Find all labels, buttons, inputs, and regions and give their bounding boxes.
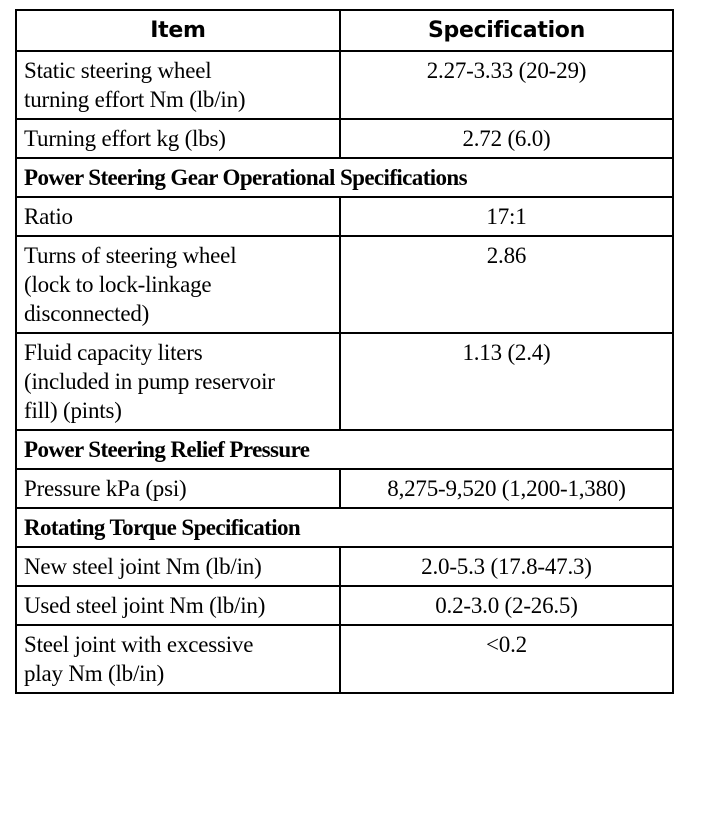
specification-cell: 2.72 (6.0) — [340, 119, 673, 158]
item-cell — [16, 119, 340, 158]
column-header-item: Item — [16, 10, 340, 51]
table-row — [16, 625, 673, 693]
section-header-row — [16, 158, 673, 197]
specification-cell: 2.0-5.3 (17.8-47.3) — [340, 547, 673, 586]
item-text-line: (lock to lock-linkage — [24, 272, 212, 297]
specification-cell: 2.27-3.33 (20-29) — [340, 51, 673, 119]
item-text-line: disconnected) — [24, 301, 150, 326]
item-text-line: Fluid capacity liters — [24, 340, 203, 365]
table-row — [16, 236, 673, 333]
item-cell — [16, 625, 340, 693]
section-header: Power Steering Gear Operational Specifications — [16, 158, 673, 197]
item-text-line: fill) (pints) — [24, 398, 122, 423]
item-text-line: play Nm (lb/in) — [24, 661, 165, 686]
item-text-line: Turns of steering wheel — [24, 243, 237, 268]
item-text-line: Ratio — [24, 204, 73, 229]
specification-table — [15, 9, 674, 694]
specification-cell: 0.2-3.0 (2-26.5) — [340, 586, 673, 625]
item-cell — [16, 236, 340, 333]
item-text-line: Static steering wheel — [24, 58, 212, 83]
item-text-line: Pressure kPa (psi) — [24, 476, 187, 501]
table-row — [16, 333, 673, 430]
section-header-row — [16, 508, 673, 547]
item-text-line: (included in pump reservoir — [24, 369, 275, 394]
item-cell — [16, 197, 340, 236]
specification-cell: 2.86 — [340, 236, 673, 333]
table-row — [16, 547, 673, 586]
table-header-row — [16, 10, 673, 51]
specification-cell: 1.13 (2.4) — [340, 333, 673, 430]
item-cell — [16, 469, 340, 508]
item-cell — [16, 586, 340, 625]
specification-cell: <0.2 — [340, 625, 673, 693]
table-row — [16, 469, 673, 508]
section-header: Power Steering Relief Pressure — [16, 430, 673, 469]
table-body — [16, 51, 673, 693]
item-cell — [16, 51, 340, 119]
item-text-line: New steel joint Nm (lb/in) — [24, 554, 262, 579]
table-row — [16, 586, 673, 625]
section-header-row — [16, 430, 673, 469]
table-row — [16, 197, 673, 236]
table-row — [16, 119, 673, 158]
specification-cell: 8,275-9,520 (1,200-1,380) — [340, 469, 673, 508]
section-header: Rotating Torque Specification — [16, 508, 673, 547]
item-cell — [16, 333, 340, 430]
specification-cell: 17:1 — [340, 197, 673, 236]
item-cell — [16, 547, 340, 586]
item-text-line: Steel joint with excessive — [24, 632, 254, 657]
table-row — [16, 51, 673, 119]
item-text-line: turning effort Nm (lb/in) — [24, 87, 246, 112]
item-text-line: Turning effort kg (lbs) — [24, 126, 226, 151]
item-text-line: Used steel joint Nm (lb/in) — [24, 593, 266, 618]
column-header-specification: Specification — [340, 10, 673, 51]
